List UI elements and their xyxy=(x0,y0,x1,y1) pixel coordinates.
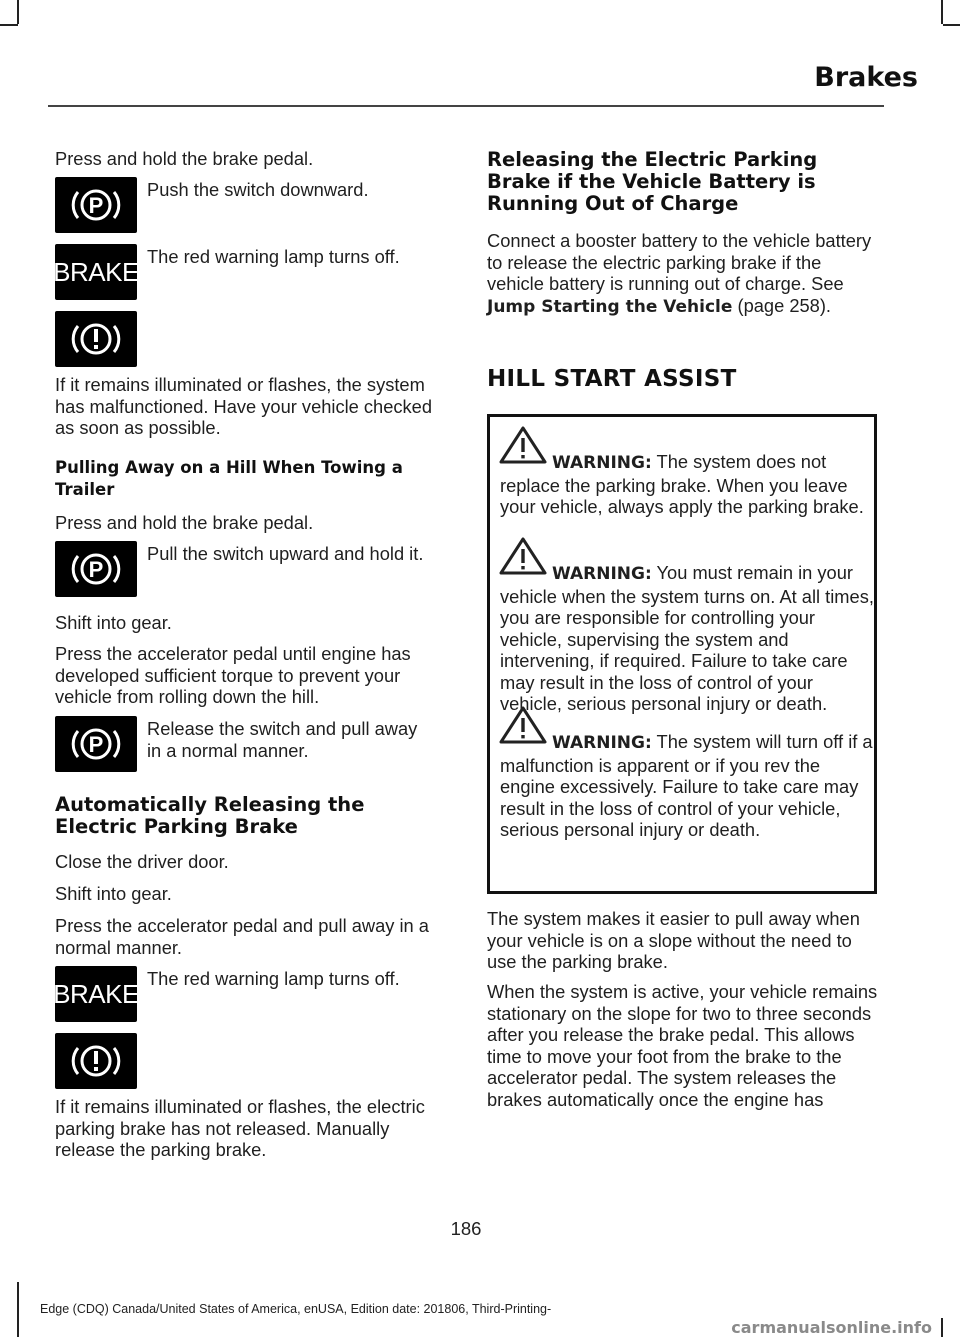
paragraph: Press the accelerator pedal and pull away in a normal manner. xyxy=(55,915,429,958)
svg-text:P: P xyxy=(88,732,104,757)
crop-mark xyxy=(941,1318,943,1337)
crop-mark xyxy=(941,0,943,24)
cross-reference-link[interactable]: Jump Starting the Vehicle xyxy=(487,296,733,317)
parking-brake-icon xyxy=(55,716,137,772)
paragraph xyxy=(487,230,879,318)
paragraph: If it remains illuminated or flashes, the system has malfunctioned. Have your vehicle checked as soon as possible. xyxy=(55,374,433,438)
parking-brake-icon xyxy=(55,541,137,597)
parking-brake-icon xyxy=(55,177,137,233)
section-heading: Releasing the Electric Parking Brake if the Vehicle Battery is Running Out of Charge xyxy=(487,148,818,215)
watermark: carmanualsonline.info xyxy=(731,1318,932,1337)
brake-system-warning-icon xyxy=(55,311,137,367)
paragraph: Press and hold the brake pedal. xyxy=(55,512,314,533)
brake-warning-icon xyxy=(55,966,137,1022)
svg-text:P: P xyxy=(88,193,104,218)
paragraph: The red warning lamp turns off. xyxy=(147,246,400,267)
warning-body: The system will turn off if a malfunction is apparent or if you rev the engine excessively. Failure to take care may result in the loss of control of your vehicle, serious personal injury or death. xyxy=(500,731,873,840)
paragraph: Shift into gear. xyxy=(55,612,172,633)
svg-text:P: P xyxy=(88,557,104,582)
crop-mark xyxy=(17,0,19,24)
warning-text xyxy=(500,562,875,715)
section-heading: Automatically Releasing the Electric Parking Brake xyxy=(55,793,365,838)
brake-warning-icon xyxy=(55,244,137,300)
page-reference: (page 258). xyxy=(737,294,832,316)
paragraph: The system makes it easier to pull away when your vehicle is on a slope without the need to use the parking brake. xyxy=(487,908,860,972)
paragraph: Push the switch downward. xyxy=(147,179,369,200)
brake-icon-label: BRAKE xyxy=(53,978,139,1009)
paragraph: Shift into gear. xyxy=(55,883,172,904)
paragraph: Close the driver door. xyxy=(55,851,229,872)
paragraph: The red warning lamp turns off. xyxy=(147,968,400,989)
section-heading: Pulling Away on a Hill When Towing a Trailer xyxy=(55,458,403,499)
paragraph: Press the accelerator pedal until engine has developed sufficient torque to prevent your vehicle from rolling down the hill. xyxy=(55,643,411,707)
footer-edition-info: Edge (CDQ) Canada/United States of America, enUSA, Edition date: 201806, Third-Printing- xyxy=(40,1302,552,1316)
warning-text xyxy=(500,731,875,841)
warning-label: WARNING: xyxy=(552,564,652,584)
warning-label: WARNING: xyxy=(552,453,652,473)
paragraph: When the system is active, your vehicle remains stationary on the slope for two to three seconds after you release the brake pedal. This allows time to move your foot from the brake to the accelerator pedal. The system releases the brakes automatically once the engine has xyxy=(487,981,878,1110)
paragraph-text: Connect a booster battery to the vehicle battery to release the electric parking brake if the vehicle battery is running out of charge. See xyxy=(487,230,872,294)
crop-mark xyxy=(943,24,960,26)
warning-body: You must remain in your vehicle when the system turns on. At all times, you are responsible for controlling your vehicle, supervising the system and intervening, if required. Failure to take care may result in the loss of control of your vehicle, serious personal injury or death. xyxy=(500,562,874,714)
paragraph: If it remains illuminated or flashes, the electric parking brake has not released. Manually release the parking brake. xyxy=(55,1096,425,1160)
paragraph: Release the switch and pull away in a normal manner. xyxy=(147,718,418,761)
warning-label: WARNING: xyxy=(552,733,652,753)
paragraph: Press and hold the brake pedal. xyxy=(55,148,314,169)
brake-icon-label: BRAKE xyxy=(53,256,139,287)
page-title: Brakes xyxy=(814,62,918,93)
paragraph: Pull the switch upward and hold it. xyxy=(147,543,424,564)
brake-system-warning-icon xyxy=(55,1033,137,1089)
warning-box xyxy=(487,414,877,894)
crop-mark xyxy=(17,1282,19,1337)
header-divider xyxy=(48,105,884,107)
section-heading: HILL START ASSIST xyxy=(487,366,737,392)
warning-text xyxy=(500,451,875,518)
crop-mark xyxy=(0,24,18,26)
warning-body: The system does not replace the parking brake. When you leave your vehicle, always apply the parking brake. xyxy=(500,451,864,517)
page-number: 186 xyxy=(450,1218,482,1239)
